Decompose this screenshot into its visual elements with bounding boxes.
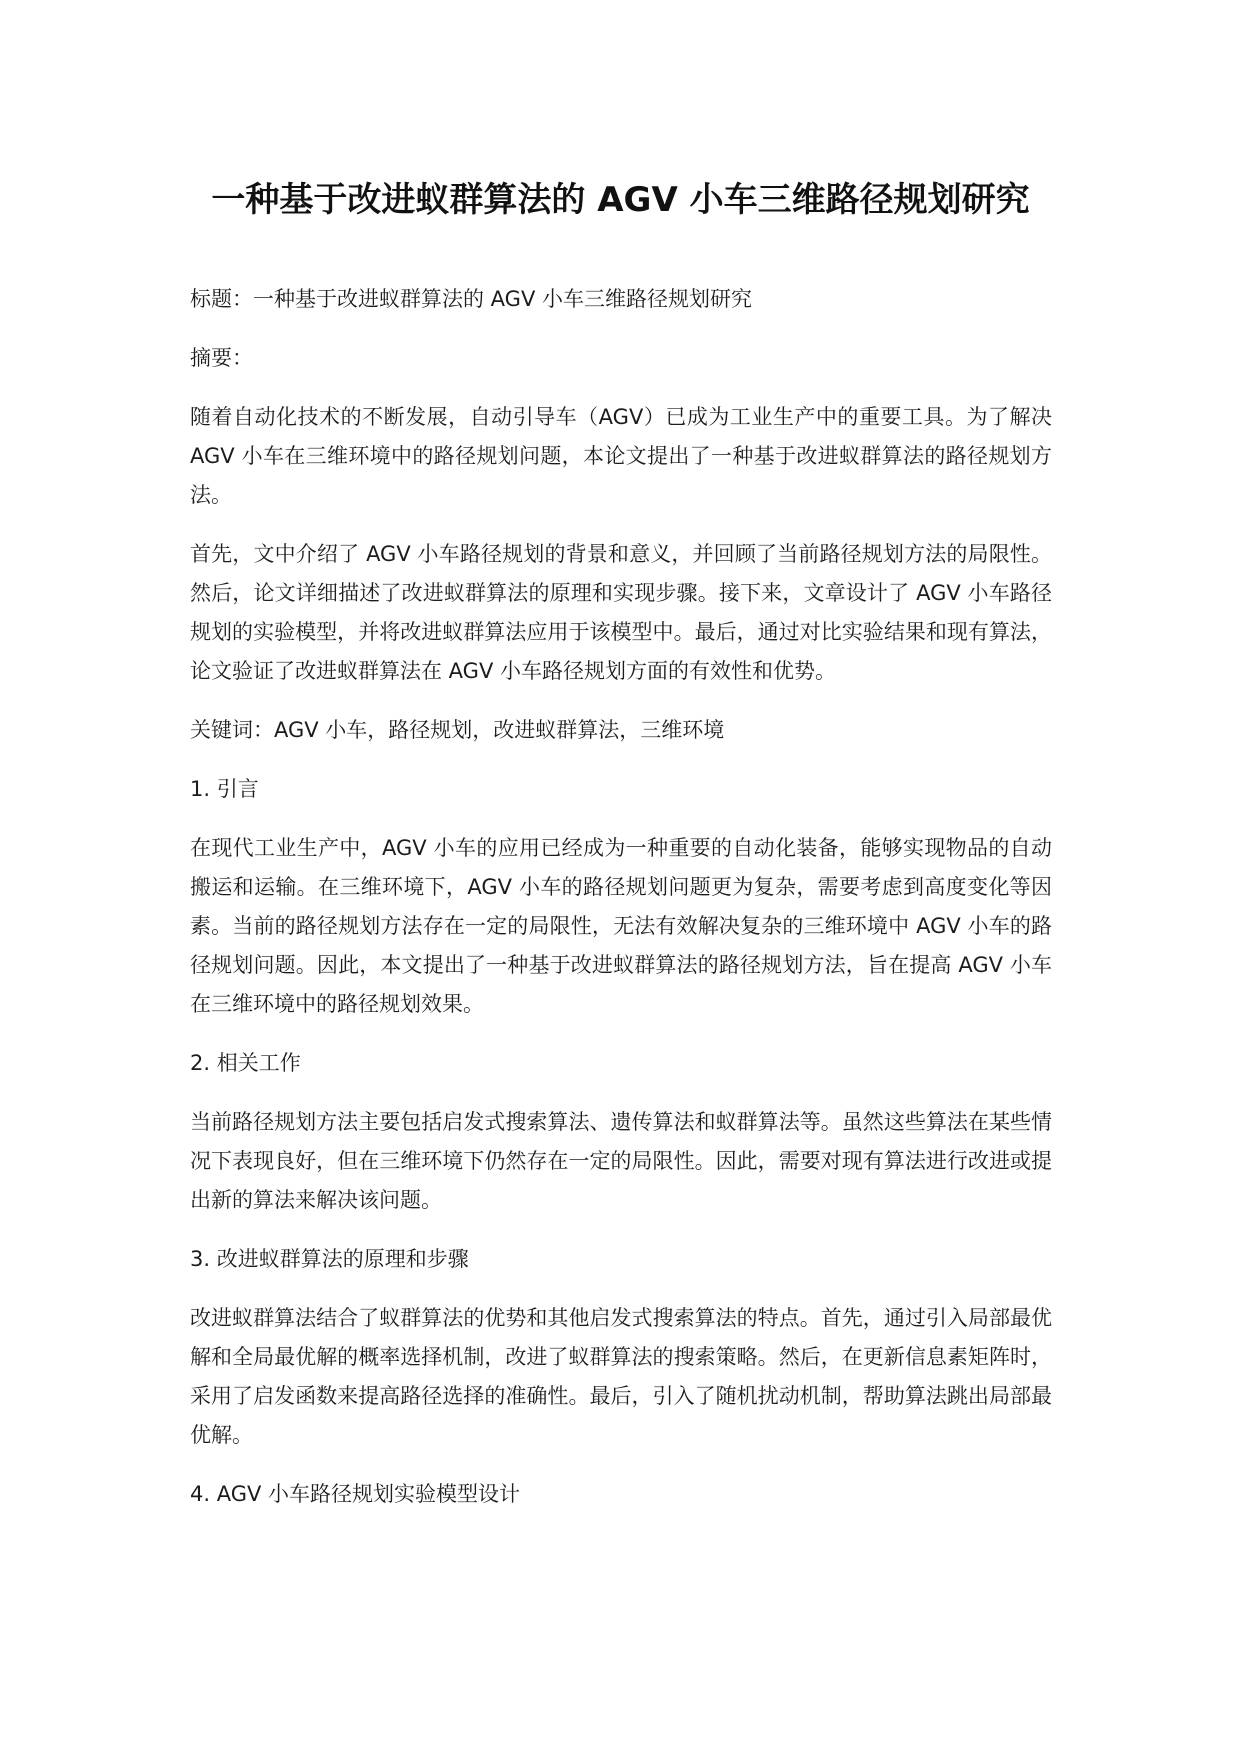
- abstract-paragraph-2: 首先，文中介绍了 AGV 小车路径规划的背景和意义，并回顾了当前路径规划方法的局限性。然后，论文详细描述了改进蚁群算法的原理和实现步骤。接下来，文章设计了 AGV 小车路径规划的实验模型，并将改进蚁群算法应用于该模型中。最后，通过对比实验结果和现有算法，论文验证了改进蚁群算法在 AGV 小车路径规划方面的有效性和优势。: [190, 542, 1052, 683]
- section-body-algorithm: 改进蚁群算法结合了蚁群算法的优势和其他启发式搜索算法的特点。首先，通过引入局部最优解和全局最优解的概率选择机制，改进了蚁群算法的搜索策略。然后，在更新信息素矩阵时，采用了启发函数来提高路径选择的准确性。最后，引入了随机扰动机制，帮助算法跳出局部最优解。: [190, 1306, 1052, 1447]
- abstract-paragraph-1: 随着自动化技术的不断发展，自动引导车（AGV）已成为工业生产中的重要工具。为了解决 AGV 小车在三维环境中的路径规划问题，本论文提出了一种基于改进蚁群算法的路径规划方法。: [190, 405, 1052, 507]
- keywords-line: 关键词：AGV 小车，路径规划，改进蚁群算法，三维环境: [190, 718, 725, 742]
- section-body-related-work: 当前路径规划方法主要包括启发式搜索算法、遗传算法和蚁群算法等。虽然这些算法在某些情况下表现良好，但在三维环境下仍然存在一定的局限性。因此，需要对现有算法进行改进或提出新的算法来解决该问题。: [190, 1110, 1052, 1212]
- section-heading-experiment-model: 4. AGV 小车路径规划实验模型设计: [190, 1482, 521, 1506]
- title-line: 标题：一种基于改进蚁群算法的 AGV 小车三维路径规划研究: [190, 287, 752, 311]
- section-heading-algorithm: 3. 改进蚁群算法的原理和步骤: [190, 1247, 469, 1271]
- abstract-label: 摘要：: [190, 346, 253, 370]
- section-heading-introduction: 1. 引言: [190, 777, 259, 801]
- section-body-introduction: 在现代工业生产中，AGV 小车的应用已经成为一种重要的自动化装备，能够实现物品的自动搬运和运输。在三维环境下，AGV 小车的路径规划问题更为复杂，需要考虑到高度变化等因素。当前的路径规划方法存在一定的局限性，无法有效解决复杂的三维环境中 AGV 小车的路径规划问题。因此，本文提出了一种基于改进蚁群算法的路径规划方法，旨在提高 AGV 小车在三维环境中的路径规划效果。: [190, 836, 1052, 1016]
- document-body: [190, 280, 1052, 1534]
- document-title: 一种基于改进蚁群算法的 AGV 小车三维路径规划研究: [211, 180, 1030, 220]
- section-heading-related-work: 2. 相关工作: [190, 1051, 301, 1075]
